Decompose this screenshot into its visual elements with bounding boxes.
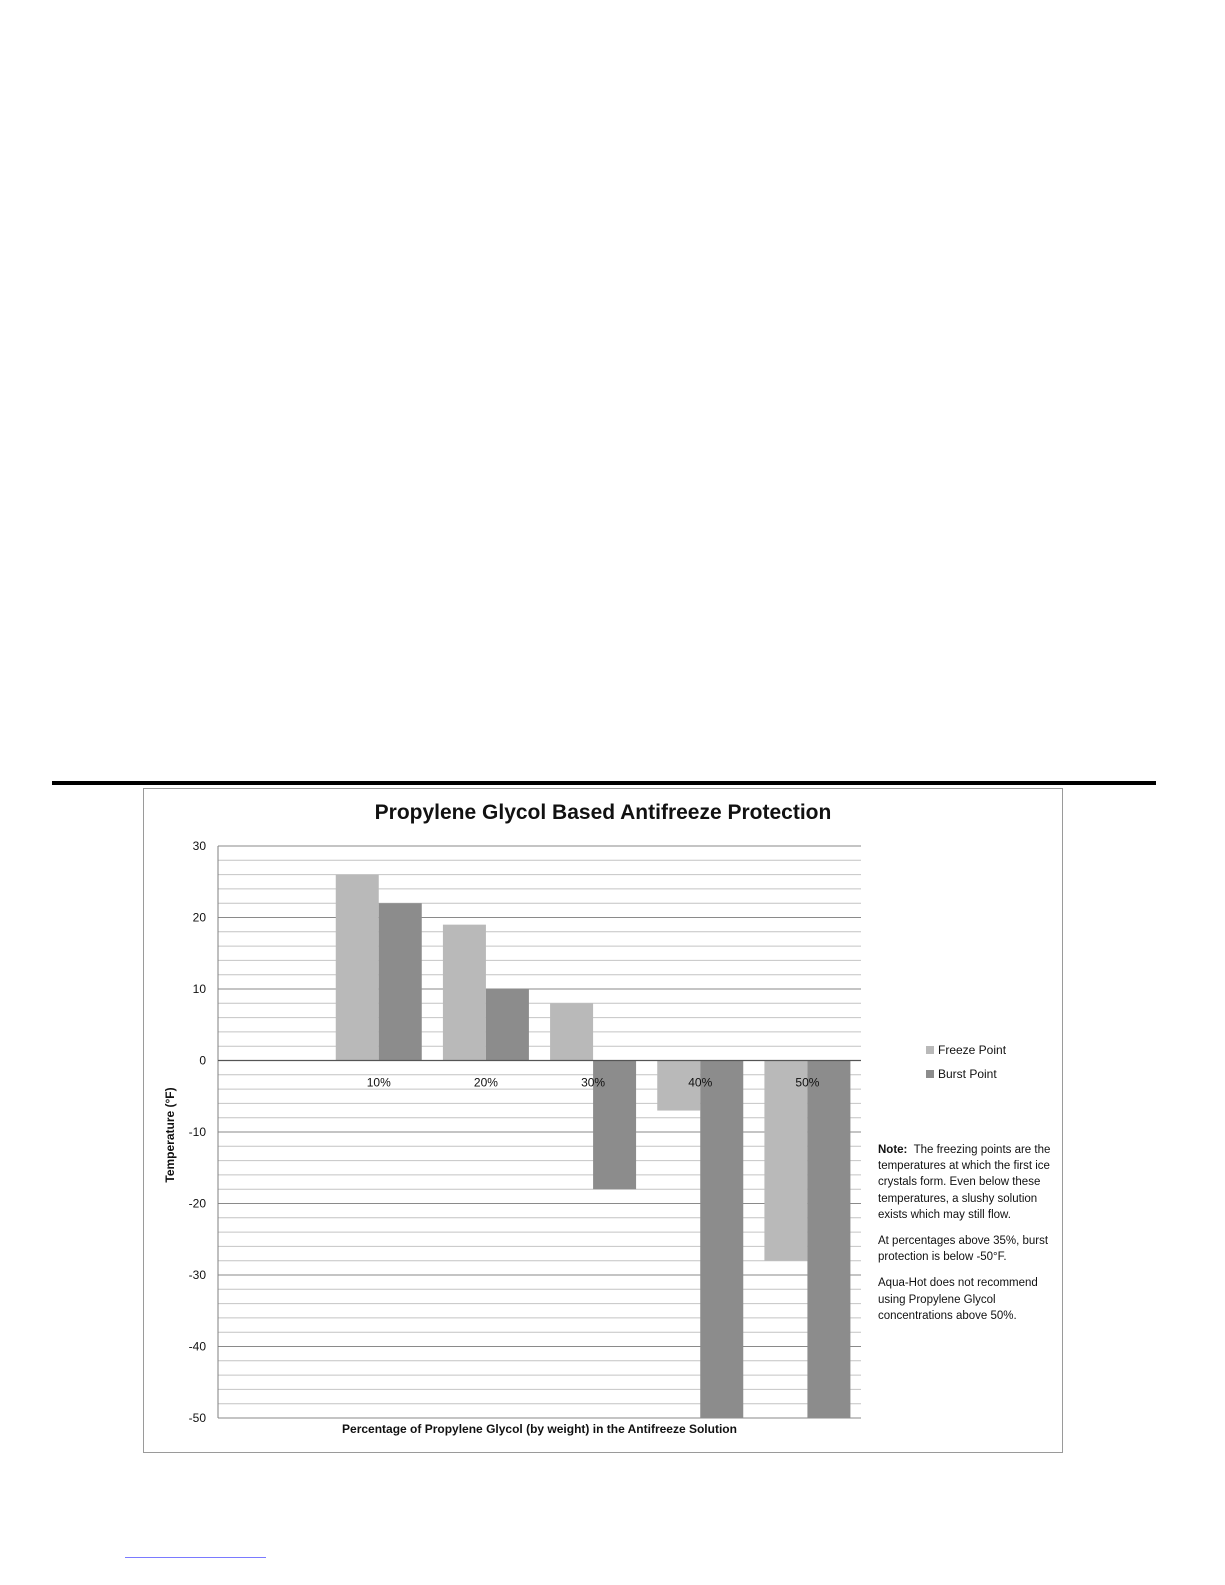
legend-item-burst (926, 1062, 1006, 1086)
chart-title: Propylene Glycol Based Antifreeze Protection (374, 801, 832, 824)
footer-link-underline (125, 1557, 266, 1558)
chart-note (878, 1142, 1062, 1334)
legend-label-burst: Burst Point (938, 1067, 997, 1081)
note-paragraph-2: At percentages above 35%, burst protection is below -50°F. (878, 1235, 1049, 1264)
chart-plot (144, 789, 1062, 1452)
note-paragraph-3: Aqua-Hot does not recommend using Propylene Glycol concentrations above 50%. (878, 1277, 1038, 1322)
bar-burst-point (700, 1061, 743, 1419)
section-divider (52, 781, 1156, 785)
y-tick-label: 0 (199, 1053, 206, 1068)
legend-swatch-burst (926, 1070, 934, 1078)
bar-burst-point (379, 903, 422, 1060)
legend-swatch-freeze (926, 1046, 934, 1054)
x-tick-label: 50% (795, 1075, 820, 1090)
x-tick-label: 40% (688, 1075, 713, 1090)
note-text-1: The freezing points are the temperatures at which the first ice crystals form. Even below these temperatures, a slushy solution exists which may still flow. (878, 1144, 1051, 1221)
y-tick-label: -50 (188, 1411, 206, 1425)
legend-item-freeze (926, 1038, 1006, 1062)
legend (926, 1038, 1006, 1086)
y-tick-label: -40 (188, 1339, 206, 1354)
y-tick-label: 30 (192, 839, 206, 853)
y-tick-label: -10 (188, 1125, 206, 1139)
x-tick-label: 10% (366, 1075, 391, 1090)
chart-frame (143, 788, 1063, 1453)
y-axis-label: Temperature (°F) (163, 1087, 177, 1183)
bar-burst-point (486, 989, 529, 1061)
y-tick-label: -30 (188, 1268, 206, 1282)
bar-freeze-point (550, 1003, 593, 1060)
bar-freeze-point (443, 925, 486, 1061)
bar-burst-point (807, 1061, 850, 1419)
y-tick-label: 10 (192, 982, 206, 996)
x-tick-label: 20% (473, 1075, 498, 1090)
legend-label-freeze: Freeze Point (938, 1043, 1007, 1057)
note-paragraph-1 (878, 1142, 1062, 1223)
y-tick-label: -20 (188, 1196, 206, 1211)
x-tick-label: 30% (581, 1075, 606, 1090)
x-axis-label: Percentage of Propylene Glycol (by weight) in the Antifreeze Solution (342, 1422, 737, 1436)
bar-freeze-point (336, 875, 379, 1061)
note-label: Note: (878, 1144, 908, 1156)
bar-freeze-point (764, 1061, 807, 1261)
y-tick-label: 20 (192, 910, 206, 925)
